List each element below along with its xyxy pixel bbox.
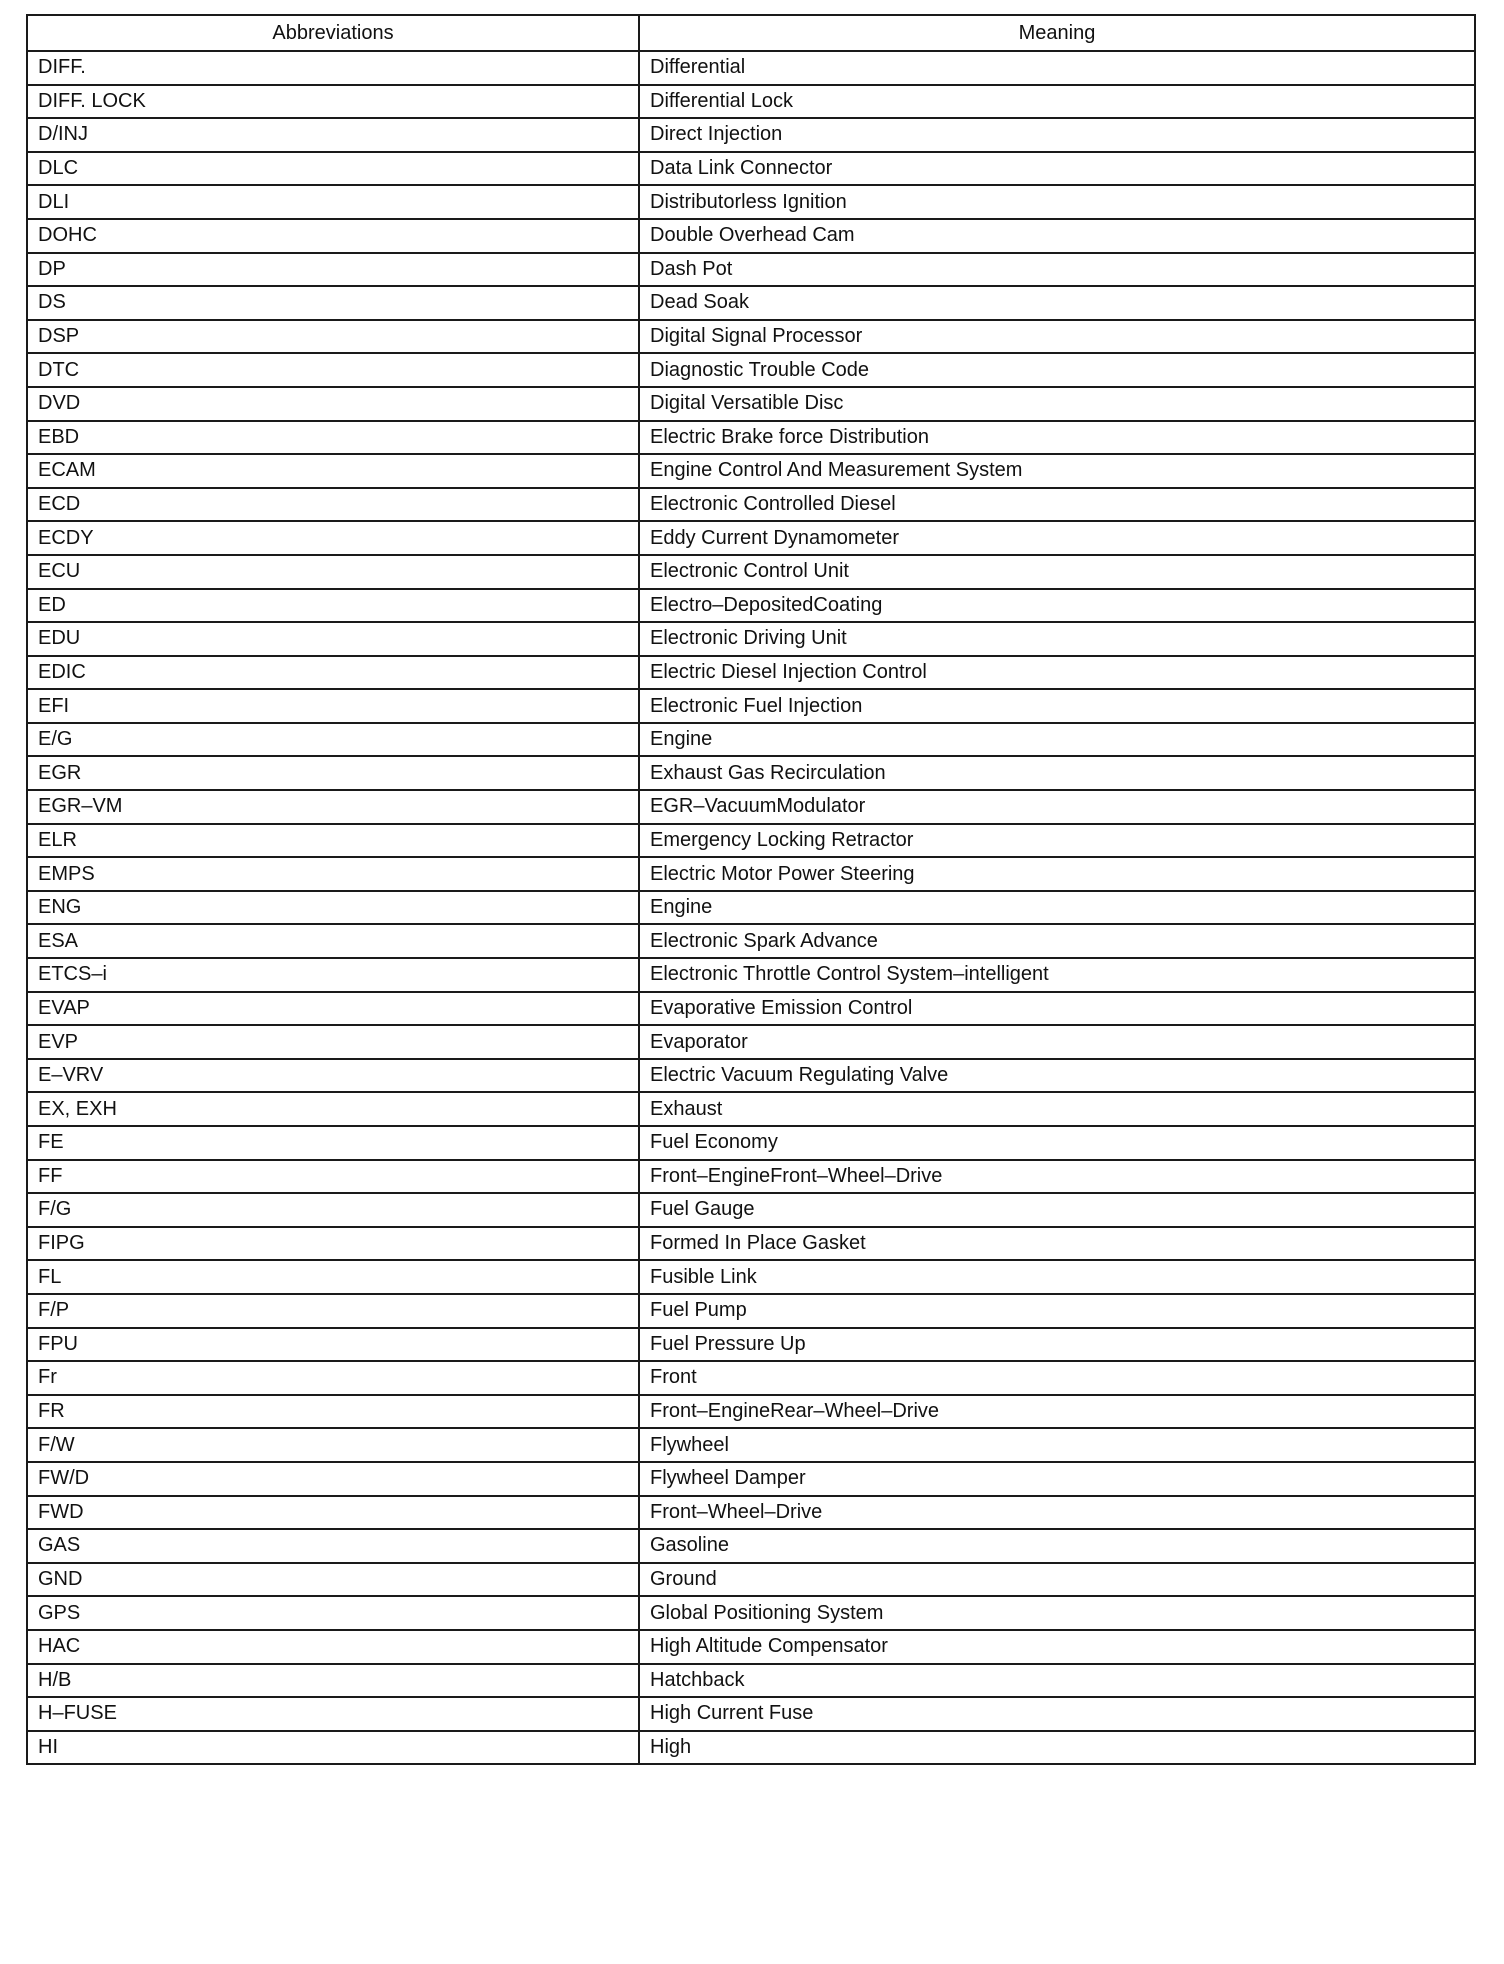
abbreviation-cell: F/P bbox=[27, 1294, 639, 1328]
meaning-cell: Dash Pot bbox=[639, 253, 1475, 287]
abbreviation-cell: Fr bbox=[27, 1361, 639, 1395]
meaning-cell: Electronic Fuel Injection bbox=[639, 689, 1475, 723]
table-row bbox=[27, 1025, 1475, 1059]
table-row bbox=[27, 1596, 1475, 1630]
meaning-cell: Electronic Control Unit bbox=[639, 555, 1475, 589]
meaning-cell: Digital Versatible Disc bbox=[639, 387, 1475, 421]
meaning-cell: Electro–DepositedCoating bbox=[639, 589, 1475, 623]
meaning-cell: Formed In Place Gasket bbox=[639, 1227, 1475, 1261]
table-row bbox=[27, 656, 1475, 690]
abbreviation-cell: DS bbox=[27, 286, 639, 320]
abbreviations-sheet bbox=[26, 14, 1474, 1765]
abbreviation-cell: EDIC bbox=[27, 656, 639, 690]
abbreviation-cell: DVD bbox=[27, 387, 639, 421]
meaning-cell: Exhaust bbox=[639, 1092, 1475, 1126]
abbreviation-cell: ED bbox=[27, 589, 639, 623]
header-meaning: Meaning bbox=[639, 15, 1475, 51]
meaning-cell: Electric Vacuum Regulating Valve bbox=[639, 1059, 1475, 1093]
meaning-cell: Front–Wheel–Drive bbox=[639, 1496, 1475, 1530]
meaning-cell: Electronic Driving Unit bbox=[639, 622, 1475, 656]
abbreviation-cell: EGR bbox=[27, 756, 639, 790]
table-row bbox=[27, 1428, 1475, 1462]
table-row bbox=[27, 992, 1475, 1026]
table-row bbox=[27, 152, 1475, 186]
abbreviation-cell: EVP bbox=[27, 1025, 639, 1059]
table-row bbox=[27, 723, 1475, 757]
meaning-cell: Exhaust Gas Recirculation bbox=[639, 756, 1475, 790]
meaning-cell: High Current Fuse bbox=[639, 1697, 1475, 1731]
table-row bbox=[27, 1193, 1475, 1227]
abbreviation-cell: H/B bbox=[27, 1664, 639, 1698]
table-row bbox=[27, 1664, 1475, 1698]
abbreviation-cell: EX, EXH bbox=[27, 1092, 639, 1126]
table-row bbox=[27, 857, 1475, 891]
abbreviation-cell: DIFF. bbox=[27, 51, 639, 85]
table-row bbox=[27, 958, 1475, 992]
meaning-cell: Differential bbox=[639, 51, 1475, 85]
meaning-cell: Gasoline bbox=[639, 1529, 1475, 1563]
abbreviations-table bbox=[26, 14, 1476, 1765]
abbreviation-cell: F/W bbox=[27, 1428, 639, 1462]
meaning-cell: High Altitude Compensator bbox=[639, 1630, 1475, 1664]
meaning-cell: Flywheel Damper bbox=[639, 1462, 1475, 1496]
table-row bbox=[27, 387, 1475, 421]
meaning-cell: Fuel Pressure Up bbox=[639, 1328, 1475, 1362]
meaning-cell: Front–EngineRear–Wheel–Drive bbox=[639, 1395, 1475, 1429]
table-row bbox=[27, 1731, 1475, 1765]
table-row bbox=[27, 1462, 1475, 1496]
meaning-cell: Electric Brake force Distribution bbox=[639, 421, 1475, 455]
meaning-cell: Double Overhead Cam bbox=[639, 219, 1475, 253]
meaning-cell: Fuel Gauge bbox=[639, 1193, 1475, 1227]
abbreviation-cell: ECAM bbox=[27, 454, 639, 488]
meaning-cell: Data Link Connector bbox=[639, 152, 1475, 186]
table-body bbox=[27, 51, 1475, 1764]
table-row bbox=[27, 555, 1475, 589]
abbreviation-cell: DIFF. LOCK bbox=[27, 85, 639, 119]
table-row bbox=[27, 219, 1475, 253]
abbreviation-cell: ESA bbox=[27, 924, 639, 958]
abbreviation-cell: FR bbox=[27, 1395, 639, 1429]
table-row bbox=[27, 454, 1475, 488]
table-row bbox=[27, 790, 1475, 824]
meaning-cell: EGR–VacuumModulator bbox=[639, 790, 1475, 824]
table-row bbox=[27, 1361, 1475, 1395]
abbreviation-cell: ECD bbox=[27, 488, 639, 522]
abbreviation-cell: DP bbox=[27, 253, 639, 287]
abbreviation-cell: ETCS–i bbox=[27, 958, 639, 992]
meaning-cell: Emergency Locking Retractor bbox=[639, 824, 1475, 858]
meaning-cell: Evaporator bbox=[639, 1025, 1475, 1059]
meaning-cell: Digital Signal Processor bbox=[639, 320, 1475, 354]
abbreviation-cell: FW/D bbox=[27, 1462, 639, 1496]
table-row bbox=[27, 1328, 1475, 1362]
abbreviation-cell: D/INJ bbox=[27, 118, 639, 152]
meaning-cell: Dead Soak bbox=[639, 286, 1475, 320]
table-row bbox=[27, 1529, 1475, 1563]
abbreviation-cell: FPU bbox=[27, 1328, 639, 1362]
meaning-cell: Engine bbox=[639, 723, 1475, 757]
abbreviation-cell: FE bbox=[27, 1126, 639, 1160]
table-row bbox=[27, 1160, 1475, 1194]
table-row bbox=[27, 1260, 1475, 1294]
table-row bbox=[27, 286, 1475, 320]
table-row bbox=[27, 85, 1475, 119]
meaning-cell: Hatchback bbox=[639, 1664, 1475, 1698]
table-row bbox=[27, 118, 1475, 152]
abbreviation-cell: F/G bbox=[27, 1193, 639, 1227]
abbreviation-cell: EBD bbox=[27, 421, 639, 455]
table-row bbox=[27, 756, 1475, 790]
table-row bbox=[27, 1126, 1475, 1160]
meaning-cell: Electric Motor Power Steering bbox=[639, 857, 1475, 891]
table-row bbox=[27, 1294, 1475, 1328]
meaning-cell: Distributorless Ignition bbox=[639, 185, 1475, 219]
table-row bbox=[27, 320, 1475, 354]
abbreviation-cell: EFI bbox=[27, 689, 639, 723]
table-row bbox=[27, 924, 1475, 958]
meaning-cell: Diagnostic Trouble Code bbox=[639, 353, 1475, 387]
meaning-cell: Fuel Pump bbox=[639, 1294, 1475, 1328]
meaning-cell: Electronic Controlled Diesel bbox=[639, 488, 1475, 522]
table-row bbox=[27, 589, 1475, 623]
meaning-cell: Front bbox=[639, 1361, 1475, 1395]
table-row bbox=[27, 521, 1475, 555]
table-row bbox=[27, 1563, 1475, 1597]
abbreviation-cell: ECU bbox=[27, 555, 639, 589]
table-row bbox=[27, 488, 1475, 522]
abbreviation-cell: GPS bbox=[27, 1596, 639, 1630]
abbreviation-cell: FL bbox=[27, 1260, 639, 1294]
abbreviation-cell: ELR bbox=[27, 824, 639, 858]
abbreviation-cell: FWD bbox=[27, 1496, 639, 1530]
table-row bbox=[27, 51, 1475, 85]
meaning-cell: Evaporative Emission Control bbox=[639, 992, 1475, 1026]
table-row bbox=[27, 1697, 1475, 1731]
abbreviation-cell: GND bbox=[27, 1563, 639, 1597]
abbreviation-cell: HI bbox=[27, 1731, 639, 1765]
table-header-row bbox=[27, 15, 1475, 51]
table-row bbox=[27, 622, 1475, 656]
abbreviation-cell: E/G bbox=[27, 723, 639, 757]
meaning-cell: Global Positioning System bbox=[639, 1596, 1475, 1630]
table-row bbox=[27, 1227, 1475, 1261]
meaning-cell: Eddy Current Dynamometer bbox=[639, 521, 1475, 555]
abbreviation-cell: DSP bbox=[27, 320, 639, 354]
abbreviation-cell: HAC bbox=[27, 1630, 639, 1664]
table-row bbox=[27, 1630, 1475, 1664]
abbreviation-cell: ECDY bbox=[27, 521, 639, 555]
meaning-cell: Electronic Spark Advance bbox=[639, 924, 1475, 958]
meaning-cell: Fuel Economy bbox=[639, 1126, 1475, 1160]
meaning-cell: Flywheel bbox=[639, 1428, 1475, 1462]
meaning-cell: Electric Diesel Injection Control bbox=[639, 656, 1475, 690]
table-row bbox=[27, 353, 1475, 387]
abbreviation-cell: DLC bbox=[27, 152, 639, 186]
abbreviation-cell: DLI bbox=[27, 185, 639, 219]
abbreviation-cell: EGR–VM bbox=[27, 790, 639, 824]
abbreviation-cell: FIPG bbox=[27, 1227, 639, 1261]
header-abbreviations: Abbreviations bbox=[27, 15, 639, 51]
meaning-cell: High bbox=[639, 1731, 1475, 1765]
abbreviation-cell: EMPS bbox=[27, 857, 639, 891]
abbreviation-cell: ENG bbox=[27, 891, 639, 925]
meaning-cell: Front–EngineFront–Wheel–Drive bbox=[639, 1160, 1475, 1194]
meaning-cell: Engine bbox=[639, 891, 1475, 925]
table-row bbox=[27, 891, 1475, 925]
meaning-cell: Direct Injection bbox=[639, 118, 1475, 152]
abbreviation-cell: H–FUSE bbox=[27, 1697, 639, 1731]
meaning-cell: Engine Control And Measurement System bbox=[639, 454, 1475, 488]
abbreviation-cell: GAS bbox=[27, 1529, 639, 1563]
meaning-cell: Electronic Throttle Control System–intelligent bbox=[639, 958, 1475, 992]
table-row bbox=[27, 1059, 1475, 1093]
abbreviation-cell: E–VRV bbox=[27, 1059, 639, 1093]
meaning-cell: Ground bbox=[639, 1563, 1475, 1597]
table-row bbox=[27, 1496, 1475, 1530]
abbreviation-cell: FF bbox=[27, 1160, 639, 1194]
table-row bbox=[27, 689, 1475, 723]
meaning-cell: Fusible Link bbox=[639, 1260, 1475, 1294]
abbreviation-cell: EVAP bbox=[27, 992, 639, 1026]
table-row bbox=[27, 1092, 1475, 1126]
table-row bbox=[27, 824, 1475, 858]
meaning-cell: Differential Lock bbox=[639, 85, 1475, 119]
table-row bbox=[27, 421, 1475, 455]
abbreviation-cell: DOHC bbox=[27, 219, 639, 253]
abbreviation-cell: EDU bbox=[27, 622, 639, 656]
table-row bbox=[27, 253, 1475, 287]
table-row bbox=[27, 185, 1475, 219]
table-row bbox=[27, 1395, 1475, 1429]
abbreviation-cell: DTC bbox=[27, 353, 639, 387]
